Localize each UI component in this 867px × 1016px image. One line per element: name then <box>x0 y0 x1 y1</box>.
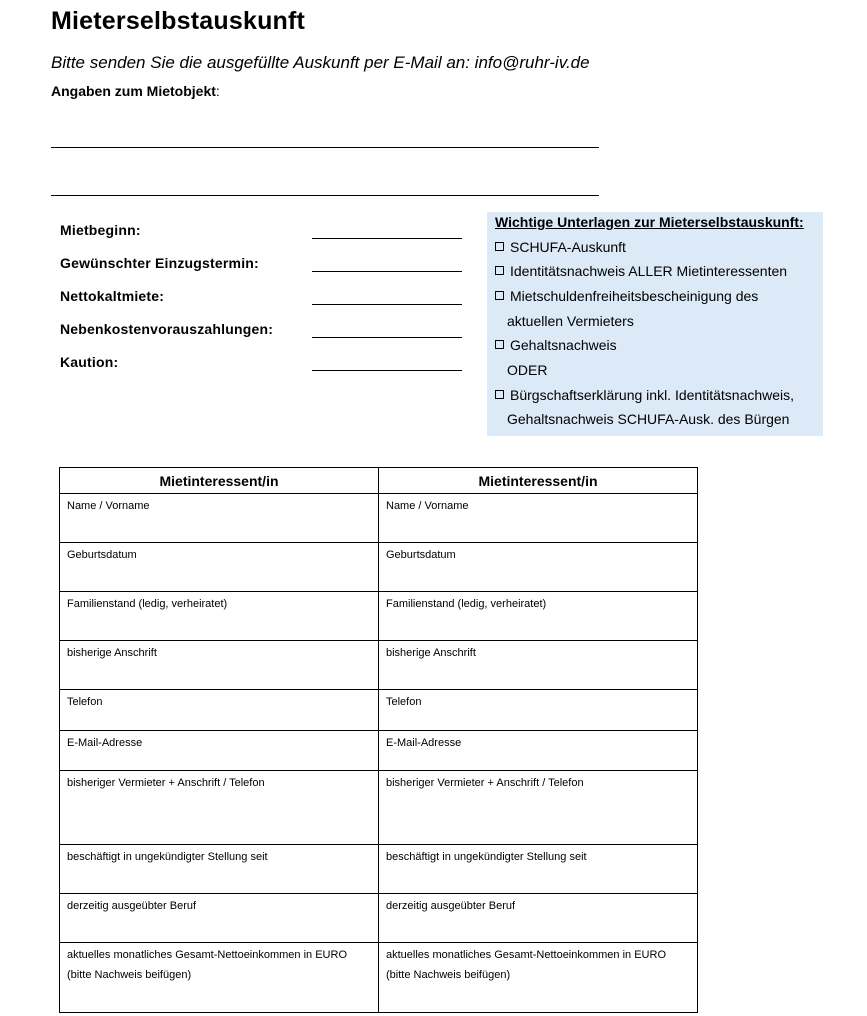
cell-label: beschäftigt in ungekündigter Stellung seit <box>386 851 587 863</box>
table-header: Mietinteressent/in <box>60 468 379 494</box>
document-item <box>495 263 787 279</box>
table-row <box>60 771 698 845</box>
document-item-label: Gehaltsnachweis <box>510 337 617 353</box>
cell-note: (bitte Nachweis beifügen) <box>67 969 192 981</box>
document-or-separator: ODER <box>507 362 548 378</box>
document-item <box>495 288 758 304</box>
field-kaution <box>60 354 464 374</box>
page-title: Mieterselbstauskunft <box>51 7 306 35</box>
field-einzugstermin <box>60 255 464 275</box>
table-cell[interactable] <box>379 641 698 690</box>
email-instruction: Bitte senden Sie die ausgefüllte Auskunft per E-Mail an: info@ruhr-iv.de <box>51 53 590 72</box>
table-cell[interactable] <box>379 771 698 845</box>
field-mietbeginn <box>60 222 464 242</box>
field-nettokaltmiete <box>60 288 464 308</box>
table-cell[interactable] <box>379 845 698 894</box>
object-section-label-text: Angaben zum Mietobjekt <box>51 83 216 99</box>
table-row <box>60 731 698 771</box>
field-nebenkosten <box>60 321 464 341</box>
document-item-label: Identitätsnachweis ALLER Mietinteressenten <box>510 263 788 279</box>
table-cell[interactable] <box>60 690 379 731</box>
table-row <box>60 894 698 943</box>
cell-label: aktuelles monatliches Gesamt-Nettoeinkommen in EURO <box>386 949 667 961</box>
cell-label: E-Mail-Adresse <box>386 737 462 749</box>
cell-label: Telefon <box>67 696 103 708</box>
applicant-table <box>59 467 698 1013</box>
table-cell[interactable] <box>60 845 379 894</box>
field-input-line[interactable] <box>312 370 462 371</box>
table-cell[interactable] <box>60 943 379 1013</box>
object-section-label <box>51 83 220 99</box>
table-cell[interactable] <box>60 894 379 943</box>
table-cell[interactable] <box>60 641 379 690</box>
document-item-continuation: aktuellen Vermieters <box>507 313 634 329</box>
cell-label: Telefon <box>386 696 422 708</box>
field-label: Kaution: <box>60 354 119 370</box>
cell-label: bisherige Anschrift <box>67 647 157 659</box>
table-cell[interactable] <box>379 894 698 943</box>
table-cell[interactable] <box>60 731 379 771</box>
table-header: Mietinteressent/in <box>379 468 698 494</box>
table-cell[interactable] <box>379 543 698 592</box>
table-row <box>60 543 698 592</box>
table-cell[interactable] <box>379 690 698 731</box>
table-row <box>60 494 698 543</box>
field-label: Nebenkostenvorauszahlungen: <box>60 321 274 337</box>
table-cell[interactable] <box>60 543 379 592</box>
cell-label: Familienstand (ledig, verheiratet) <box>67 598 228 610</box>
cell-label: derzeitig ausgeübter Beruf <box>386 900 516 912</box>
checkbox-icon <box>495 390 504 399</box>
table-row <box>60 943 698 1013</box>
cell-label: bisheriger Vermieter + Anschrift / Telefon <box>67 777 265 789</box>
checkbox-icon <box>495 291 504 300</box>
table-cell[interactable] <box>379 494 698 543</box>
table-header-row <box>60 468 698 494</box>
table-row <box>60 592 698 641</box>
table-cell[interactable] <box>379 592 698 641</box>
cell-label: E-Mail-Adresse <box>67 737 143 749</box>
required-documents-box <box>487 212 823 436</box>
field-label: Mietbeginn: <box>60 222 141 238</box>
table-row <box>60 845 698 894</box>
cell-label: Name / Vorname <box>386 500 469 512</box>
cell-label: Geburtsdatum <box>67 549 137 561</box>
documents-heading: Wichtige Unterlagen zur Mieterselbstauskunft: <box>495 214 804 230</box>
document-item <box>495 337 617 353</box>
field-label: Gewünschter Einzugstermin: <box>60 255 259 271</box>
cell-label: Name / Vorname <box>67 500 150 512</box>
cell-label: derzeitig ausgeübter Beruf <box>67 900 197 912</box>
object-line-1[interactable] <box>51 147 599 148</box>
table-cell[interactable] <box>379 943 698 1013</box>
cell-note: (bitte Nachweis beifügen) <box>386 969 511 981</box>
object-section-colon: : <box>215 83 220 99</box>
table-row <box>60 641 698 690</box>
field-label: Nettokaltmiete: <box>60 288 165 304</box>
table-row <box>60 690 698 731</box>
cell-label: bisherige Anschrift <box>386 647 476 659</box>
object-line-2[interactable] <box>51 195 599 196</box>
checkbox-icon <box>495 242 504 251</box>
cell-label: bisheriger Vermieter + Anschrift / Telefon <box>386 777 584 789</box>
table-cell[interactable] <box>60 494 379 543</box>
field-input-line[interactable] <box>312 238 462 239</box>
document-item-continuation: Gehaltsnachweis SCHUFA-Ausk. des Bürgen <box>507 411 790 427</box>
field-input-line[interactable] <box>312 271 462 272</box>
checkbox-icon <box>495 266 504 275</box>
table-cell[interactable] <box>60 592 379 641</box>
table-cell[interactable] <box>60 771 379 845</box>
cell-label: aktuelles monatliches Gesamt-Nettoeinkommen in EURO <box>67 949 348 961</box>
document-item-label: Bürgschaftserklärung inkl. Identitätsnachweis, <box>510 387 795 403</box>
document-item-label: Mietschuldenfreiheitsbescheinigung des <box>510 288 759 304</box>
cell-label: Geburtsdatum <box>386 549 456 561</box>
document-item-label: SCHUFA-Auskunft <box>510 239 626 255</box>
document-item <box>495 387 794 403</box>
cell-label: Familienstand (ledig, verheiratet) <box>386 598 547 610</box>
checkbox-icon <box>495 340 504 349</box>
document-item <box>495 239 626 255</box>
field-input-line[interactable] <box>312 337 462 338</box>
field-input-line[interactable] <box>312 304 462 305</box>
cell-label: beschäftigt in ungekündigter Stellung seit <box>67 851 268 863</box>
table-cell[interactable] <box>379 731 698 771</box>
